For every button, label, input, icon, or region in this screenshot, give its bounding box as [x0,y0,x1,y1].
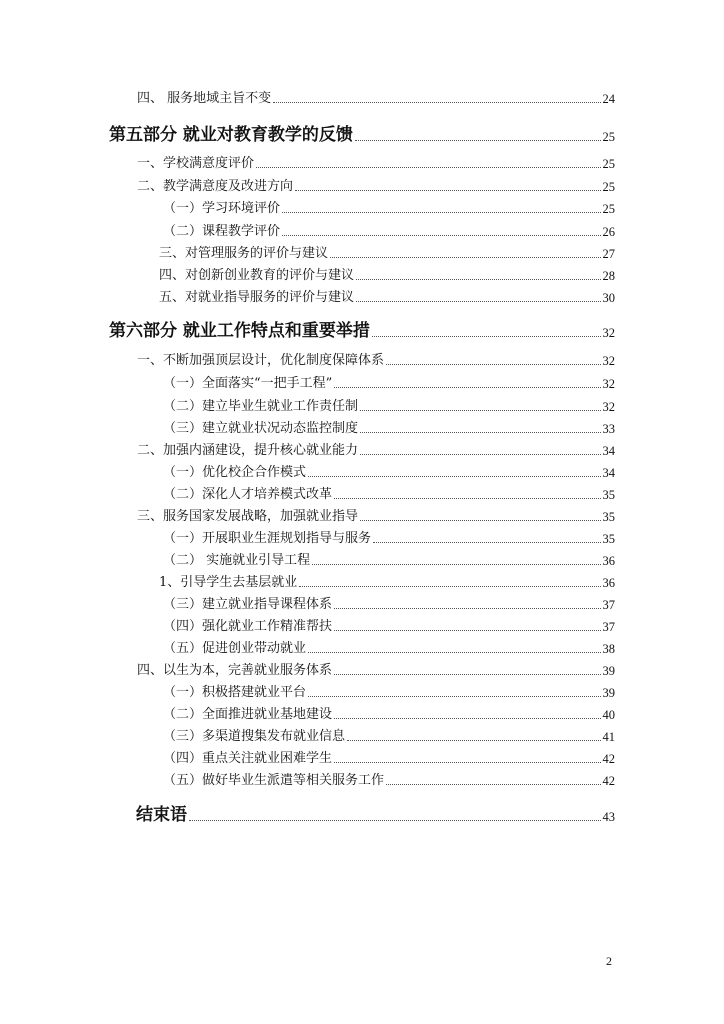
toc-entry-label: （一）开展职业生涯规划指导与服务 [163,531,372,546]
dot-leader [308,696,600,697]
dot-leader [373,542,600,543]
toc-entry-page: 34 [602,444,615,458]
toc-entry-label: 第五部分 就业对教育教学的反馈 [109,125,353,145]
toc-entry-label: （三）建立就业指导课程体系 [163,597,333,612]
toc-entry-page: 25 [602,202,615,216]
dot-leader [360,410,600,411]
toc-entry[interactable] [163,418,615,438]
toc-entry[interactable] [159,265,615,285]
toc-entry-page: 25 [602,130,615,144]
toc-entry[interactable] [163,550,615,570]
toc-entry-page: 42 [602,752,615,766]
toc-entry-label: （一）学习环境评价 [163,201,281,216]
toc-entry-label: （五）促进创业带动就业 [163,641,307,656]
toc-entry-label: （四）强化就业工作精准帮扶 [163,619,333,634]
toc-entry-page: 26 [602,225,615,239]
dot-leader [334,762,600,763]
toc-entry[interactable] [163,396,615,416]
toc-entry-page: 36 [602,576,615,590]
toc-entry[interactable] [137,153,615,173]
toc-entry-page: 40 [602,708,615,722]
toc-entry-page: 35 [602,488,615,502]
dot-leader [273,102,600,103]
toc-entry[interactable] [163,373,615,393]
dot-leader [334,498,600,499]
toc-entry-label: 五、对就业指导服务的评价与建议 [159,290,355,305]
dot-leader [189,820,601,821]
toc-entry[interactable] [163,638,615,658]
toc-entry[interactable] [163,462,615,482]
toc-entry[interactable] [163,198,615,218]
toc-entry-page: 37 [602,598,615,612]
toc-entry[interactable] [159,572,615,592]
dot-leader [356,301,600,302]
toc-entry-label: 四、对创新创业教育的评价与建议 [159,268,355,283]
dot-leader [334,608,600,609]
toc-entry[interactable] [163,726,615,746]
toc-entry-page: 30 [602,291,615,305]
dot-leader [282,235,600,236]
toc-entry-label: （二）全面推进就业基地建设 [163,707,333,722]
toc-part-heading[interactable] [109,318,615,342]
toc-entry-label: 二、加强内涵建设，提升核心就业能力 [137,443,359,458]
toc-entry-page: 32 [602,377,615,391]
dot-leader [360,432,600,433]
toc-entry-page: 34 [602,466,615,480]
toc-entry[interactable] [137,350,615,370]
toc-entry-label: （二）深化人才培养模式改革 [163,487,333,502]
dot-leader [308,476,600,477]
dot-leader [330,257,600,258]
dot-leader [299,586,600,587]
toc-entry-page: 35 [602,532,615,546]
toc-entry-page: 33 [602,422,615,436]
toc-entry-label: 结束语 [136,805,187,825]
toc-entry-label: 三、服务国家发展战略，加强就业指导 [137,509,359,524]
toc-entry[interactable] [159,287,615,307]
toc-entry-label: 第六部分 就业工作特点和重要举措 [109,321,370,341]
toc-entry-label: 一、学校满意度评价 [137,156,255,171]
toc-entry-label: （三）多渠道搜集发布就业信息 [163,729,346,744]
toc-entry[interactable] [163,770,615,790]
dot-leader [256,167,600,168]
toc-entry-label: 三、对管理服务的评价与建议 [159,246,329,261]
toc-entry[interactable] [163,616,615,636]
toc-entry-page: 25 [602,157,615,171]
toc-entry[interactable] [163,682,615,702]
toc-entry-label: （一）积极搭建就业平台 [163,685,307,700]
dot-leader [295,190,600,191]
dot-leader [372,336,601,337]
toc-entry-page: 41 [602,730,615,744]
toc-entry-page: 27 [602,247,615,261]
toc-entry-page: 32 [602,354,615,368]
toc-entry[interactable] [137,660,615,680]
toc-entry-label: （二）课程教学评价 [163,224,281,239]
toc-entry-page: 25 [602,180,615,194]
dot-leader [386,364,600,365]
toc-entry[interactable] [137,176,615,196]
toc-entry-page: 32 [602,400,615,414]
toc-entry-page: 35 [602,510,615,524]
toc-entry-page: 39 [602,664,615,678]
toc-entry-page: 42 [602,774,615,788]
toc-conclusion[interactable] [136,802,615,826]
dot-leader [386,784,600,785]
toc-entry-label: （四）重点关注就业困难学生 [163,751,333,766]
toc-entry-label: 二、教学满意度及改进方向 [137,179,294,194]
toc-entry[interactable] [163,704,615,724]
dot-leader [312,564,600,565]
toc-entry-page: 32 [602,326,615,340]
toc-entry-label: （五）做好毕业生派遣等相关服务工作 [163,773,385,788]
dot-leader [334,718,600,719]
dot-leader [334,387,600,388]
dot-leader [282,212,600,213]
dot-leader [360,454,600,455]
toc-entry-page: 43 [602,810,615,824]
dot-leader [360,520,600,521]
toc-entry-label: 一、不断加强顶层设计，优化制度保障体系 [137,353,385,368]
dot-leader [334,630,600,631]
toc-entry-label: （二） 实施就业引导工程 [163,553,311,568]
toc-entry-label: （三）建立就业状况动态监控制度 [163,421,359,436]
toc-entry[interactable] [163,484,615,504]
toc-entry-label: 四、 服务地域主旨不变 [137,91,272,106]
toc-entry[interactable] [137,506,615,526]
toc-entry[interactable] [163,748,615,768]
dot-leader [355,140,601,141]
dot-leader [356,279,600,280]
dot-leader [347,740,600,741]
toc-entry-page: 24 [602,92,615,106]
toc-entry-label: （一）全面落实“一把手工程” [163,376,333,391]
dot-leader [308,652,600,653]
toc-entry-page: 28 [602,269,615,283]
toc-entry[interactable] [137,88,615,108]
toc-entry-label: 1、引导学生去基层就业 [159,575,298,590]
toc-entry[interactable] [137,440,615,460]
toc-entry-page: 38 [602,642,615,656]
toc-entry-page: 36 [602,554,615,568]
toc-entry[interactable] [163,221,615,241]
toc-entry-page: 39 [602,686,615,700]
toc-entry-page: 37 [602,620,615,634]
toc-entry[interactable] [163,528,615,548]
toc-entry[interactable] [159,243,615,263]
toc-entry-label: （二）建立毕业生就业工作责任制 [163,399,359,414]
dot-leader [334,674,600,675]
toc-part-heading[interactable] [109,122,615,146]
toc-entry-label: 四、以生为本，完善就业服务体系 [137,663,333,678]
page-number: 2 [606,954,612,968]
toc-entry-label: （一）优化校企合作模式 [163,465,307,480]
toc-entry[interactable] [163,594,615,614]
